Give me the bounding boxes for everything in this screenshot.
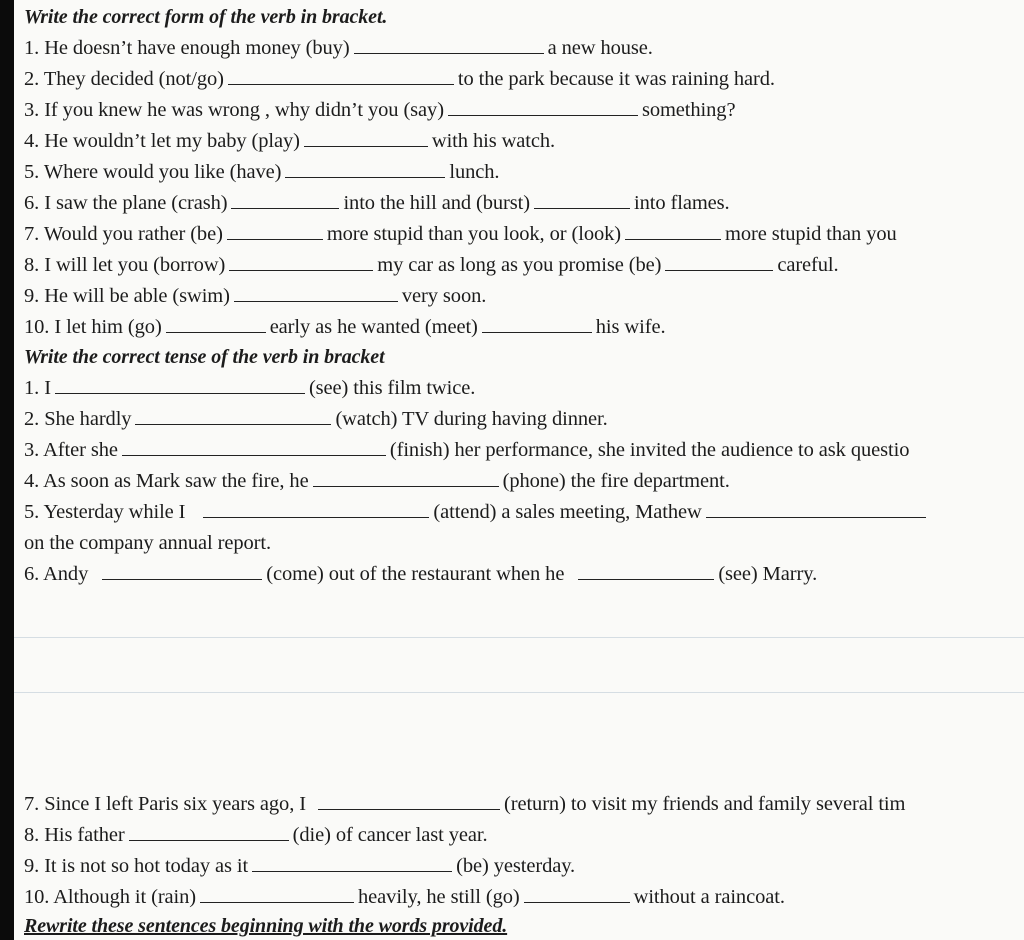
s2-item-2: 2. She hardly (watch) TV during having dinner. [24,408,608,430]
section2-heading: Write the correct tense of the verb in bracket [24,346,385,368]
answer-blank[interactable] [578,565,714,580]
answer-blank[interactable] [227,225,323,240]
s1-item-1: 1. He doesn’t have enough money (buy) a new house. [24,37,653,59]
answer-blank[interactable] [102,565,262,580]
section3-heading: Rewrite these sentences beginning with the words provided. [24,915,508,937]
s2-item-10: 10. Although it (rain) heavily, he still (go) without a raincoat. [24,886,785,908]
s1-item-9: 9. He will be able (swim) very soon. [24,285,487,307]
answer-blank[interactable] [304,132,428,147]
section1-heading: Write the correct form of the verb in bracket. [24,6,388,28]
answer-blank[interactable] [228,70,454,85]
s2-item-8: 8. His father (die) of cancer last year. [24,824,488,846]
answer-blank[interactable] [252,857,452,872]
s1-item-2: 2. They decided (not/go) to the park because it was raining hard. [24,68,775,90]
answer-blank[interactable] [524,888,630,903]
answer-blank[interactable] [55,379,305,394]
s2-item-7: 7. Since I left Paris six years ago, I (return) to visit my friends and family several tim [24,793,906,815]
s1-item-7: 7. Would you rather (be) more stupid than you look, or (look) more stupid than you [24,223,897,245]
s2-item-4: 4. As soon as Mark saw the fire, he (phone) the fire department. [24,470,730,492]
answer-blank[interactable] [135,410,331,425]
answer-blank[interactable] [122,441,386,456]
s1-item-5: 5. Where would you like (have) lunch. [24,161,500,183]
answer-blank[interactable] [318,795,500,810]
answer-blank[interactable] [448,101,638,116]
s1-item-10: 10. I let him (go) early as he wanted (meet) his wife. [24,316,666,338]
answer-blank[interactable] [203,503,429,518]
answer-blank[interactable] [313,472,499,487]
answer-blank[interactable] [234,287,398,302]
s2-item-3: 3. After she (finish) her performance, she invited the audience to ask questio [24,439,910,461]
answer-blank[interactable] [482,318,592,333]
answer-blank[interactable] [285,163,445,178]
worksheet-page [14,0,1024,940]
answer-blank[interactable] [200,888,354,903]
left-dark-border [0,0,14,940]
s2-item-5-continued: on the company annual report. [24,532,272,554]
answer-blank[interactable] [129,826,289,841]
answer-blank[interactable] [229,256,373,271]
answer-blank[interactable] [166,318,266,333]
answer-blank[interactable] [706,503,926,518]
answer-blank[interactable] [625,225,721,240]
divider-line [14,637,1024,638]
s2-item-9: 9. It is not so hot today as it (be) yesterday. [24,855,576,877]
s1-item-8: 8. I will let you (borrow) my car as long as you promise (be) careful. [24,254,839,276]
s1-item-3: 3. If you knew he was wrong , why didn’t you (say) something? [24,99,736,121]
s2-item-6: 6. Andy (come) out of the restaurant when he (see) Marry. [24,563,818,585]
s1-item-4: 4. He wouldn’t let my baby (play) with his watch. [24,130,556,152]
answer-blank[interactable] [665,256,773,271]
s2-item-1: 1. I (see) this film twice. [24,377,476,399]
s2-item-5: 5. Yesterday while I (attend) a sales meeting, Mathew [24,499,930,525]
divider-line [14,692,1024,693]
s1-item-6: 6. I saw the plane (crash) into the hill and (burst) into flames. [24,192,730,214]
answer-blank[interactable] [231,194,339,209]
answer-blank[interactable] [354,39,544,54]
answer-blank[interactable] [534,194,630,209]
